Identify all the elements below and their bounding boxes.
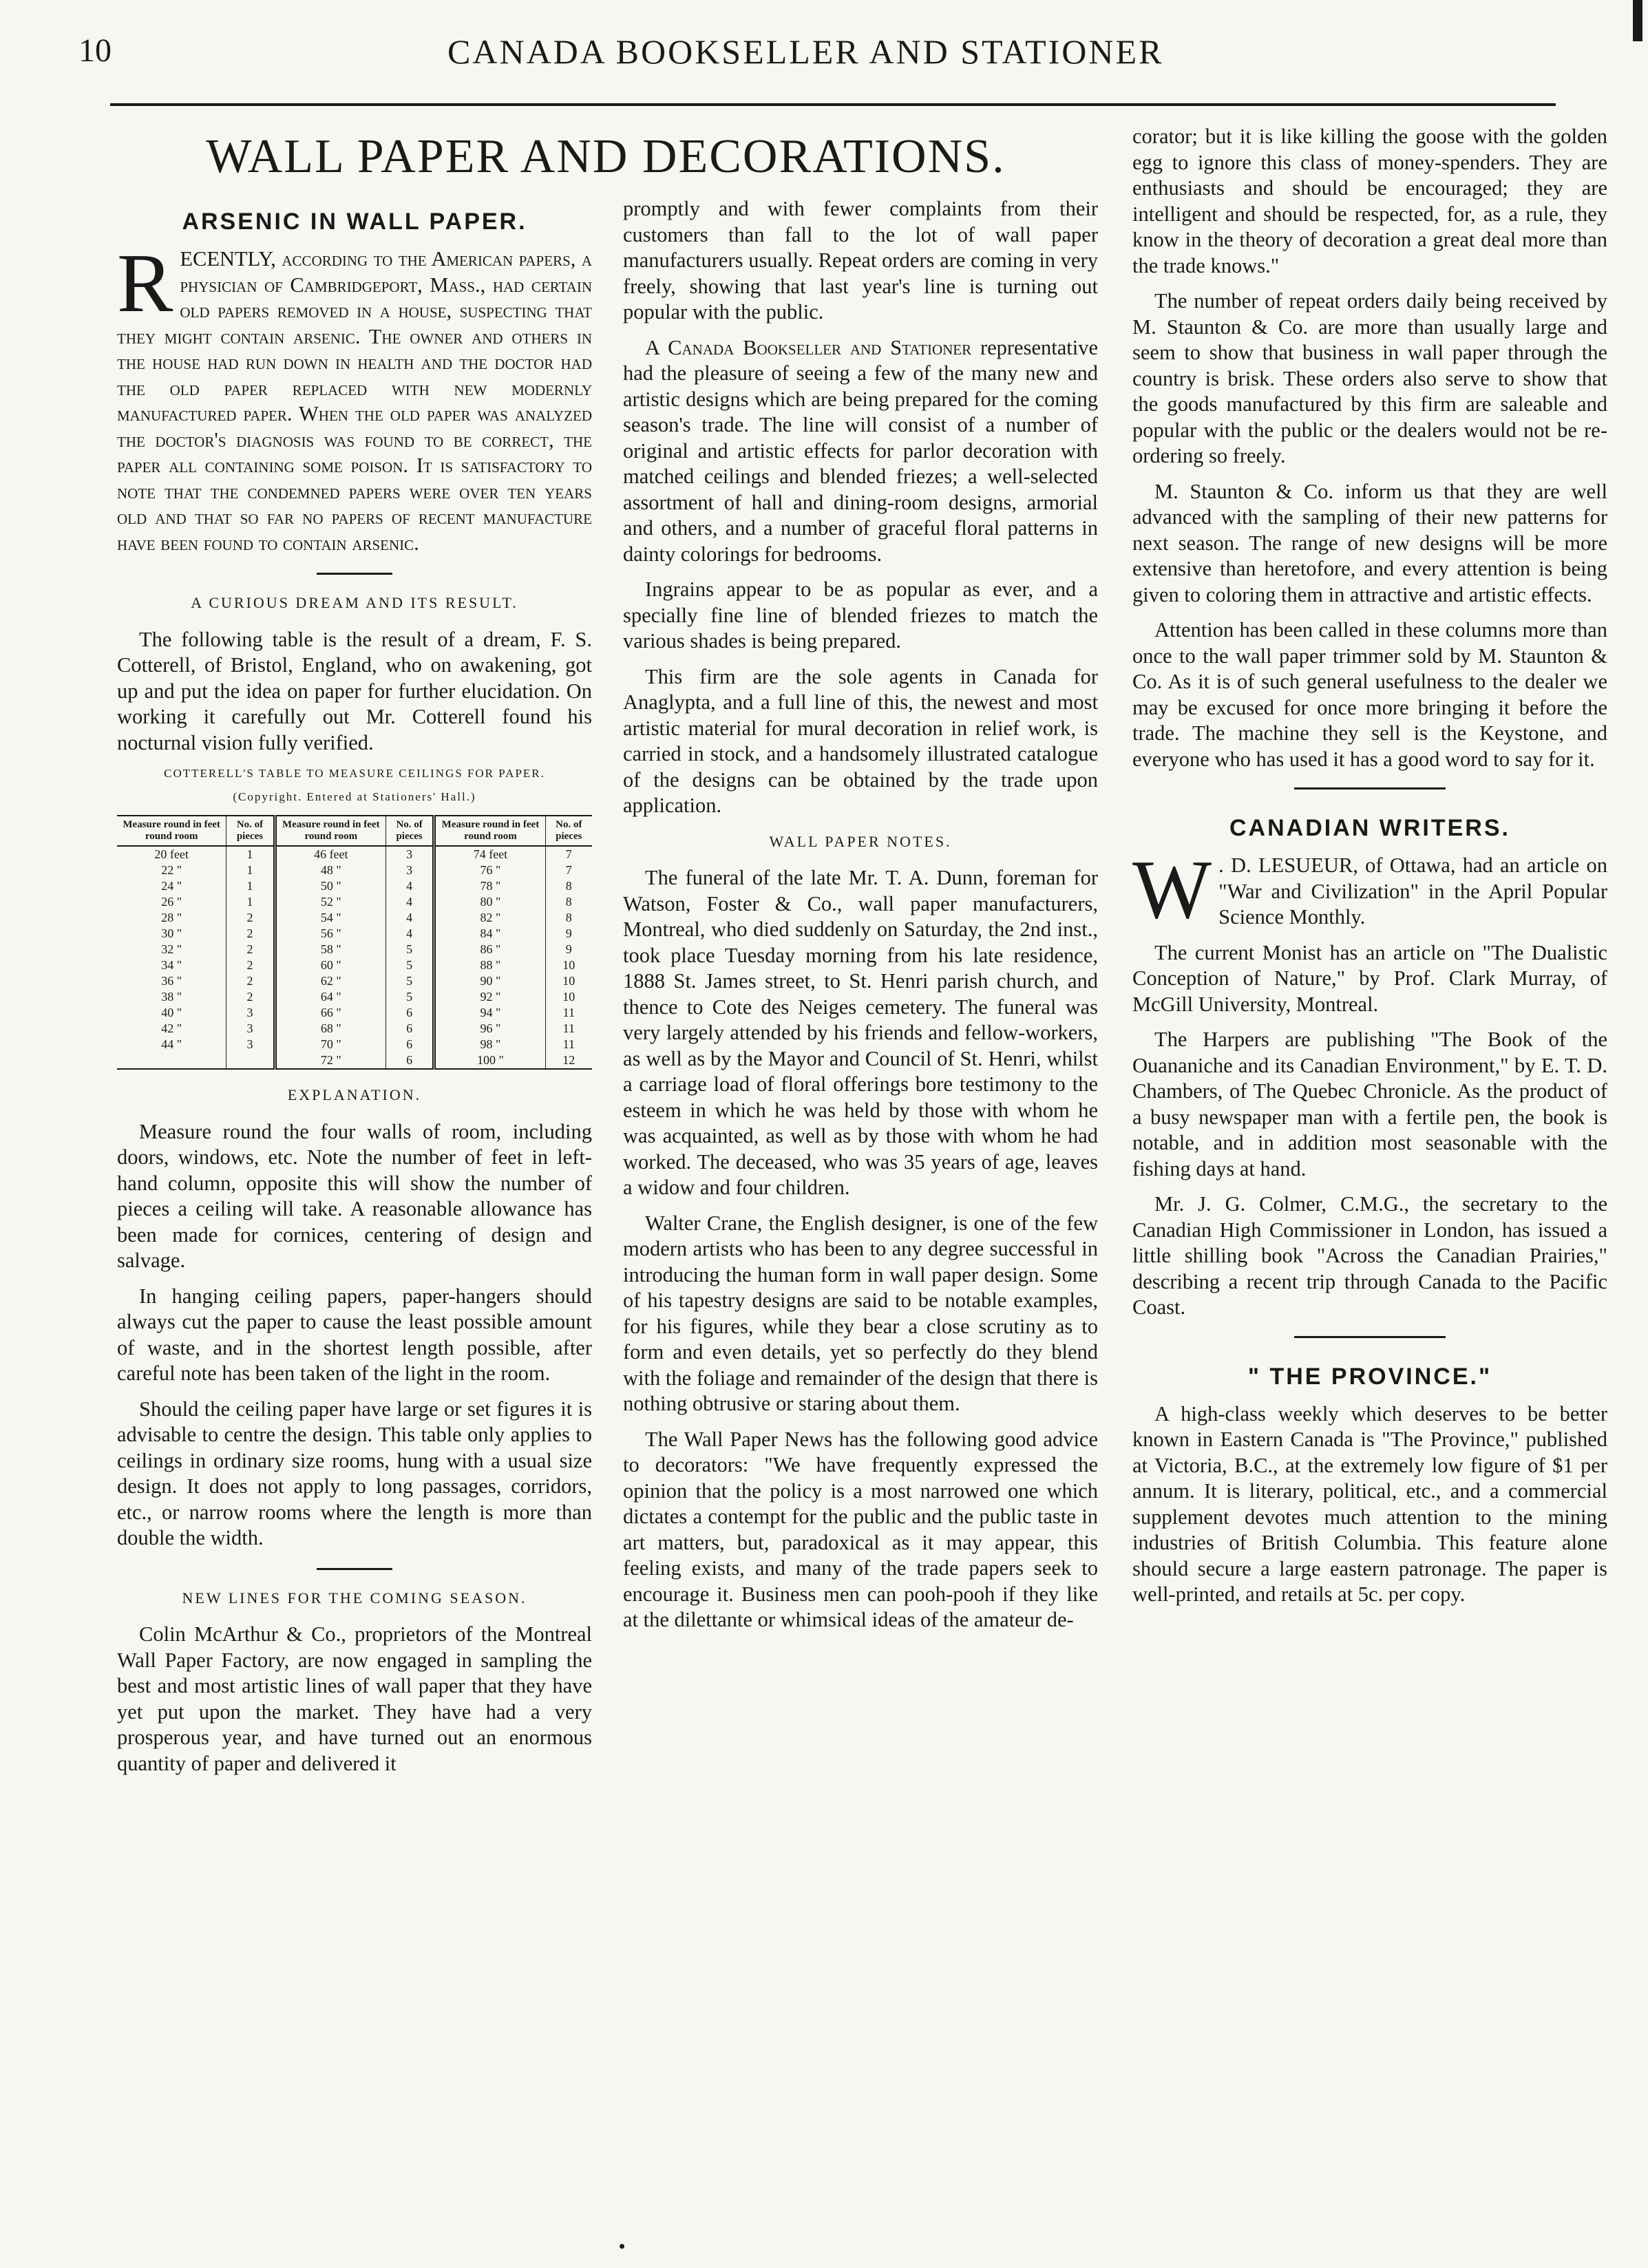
table-cell: 62 "	[275, 973, 385, 989]
new-lines-paragraph: Colin McArthur & Co., proprietors of the Montreal Wall Paper Factory, are now engaged in sampling the best and most artistic lines of wall paper that they have yet put upon the market. They have had a very prosperous year, and have turned out an enormous quantity of paper and delivered it	[117, 1622, 592, 1775]
table-cell: 3	[385, 846, 434, 862]
province-heading: " THE PROVINCE."	[1247, 1363, 1492, 1390]
publication-title: CANADA BOOKSELLER AND STATIONER	[447, 32, 1164, 71]
page-number: 10	[78, 32, 112, 69]
dream-heading: A CURIOUS DREAM AND ITS RESULT.	[191, 594, 518, 611]
table-cell: 42 "	[161, 1021, 182, 1035]
table-cell: 38 "	[161, 990, 182, 1004]
ceiling-measure-table	[117, 815, 592, 1070]
table-cell: 26 "	[161, 895, 182, 909]
table-cell: 72 "	[275, 1052, 385, 1069]
table-cell: 8	[545, 910, 592, 926]
table-cell: 9	[545, 926, 592, 942]
table-cell: 52 "	[275, 894, 385, 910]
table-cell: 8	[545, 894, 592, 910]
table-row	[117, 926, 592, 942]
table-row	[117, 957, 592, 973]
table-cell: 64 "	[275, 989, 385, 1005]
column-1	[117, 206, 592, 1786]
table-cell: 6	[385, 1052, 434, 1069]
table-cell: 88 "	[434, 957, 545, 973]
col2-paragraph-2-text: representative had the pleasure of seeing a few of the many new and artistic designs which are being prepared for the coming season's trade. The line will consist of a number of original and artistic effects for parlor decoration with matched ceilings and blended friezes; a well-selected assortment of hall and dining-room designs, armorial and others, and a number of graceful floral patterns in dainty colorings for bedrooms.	[623, 335, 1099, 566]
table-cell: 76 "	[434, 862, 545, 878]
table-cell: 96 "	[434, 1021, 545, 1037]
table-cell: 40 "	[161, 1006, 182, 1019]
table-row	[117, 942, 592, 957]
table-cell: 1	[226, 862, 275, 878]
table-body	[117, 846, 592, 1069]
table-copyright: (Copyright. Entered at Stationers' Hall.)	[233, 790, 476, 803]
drop-cap-r: R	[117, 237, 173, 330]
explanation-paragraph-3: Should the ceiling paper have large or set figures it is advisable to centre the design. This table only applies to ceilings in ordinary size rooms, hung with a usual size design. It does not apply to long passages, corridors, etc., or narrow rooms where the length is more than double the width.	[117, 1397, 592, 1549]
table-cell: 4	[385, 894, 434, 910]
section-divider	[317, 1568, 392, 1570]
table-cell: 56 "	[275, 926, 385, 942]
table-cell: 92 "	[434, 989, 545, 1005]
col3-paragraph-4: Attention has been called in these columns more than once to the wall paper trimmer sold by M. Staunton & Co. As it is of such general usefulness to the dealer we may be excused for once more bringing it before the trade. The machine they sell is the Keystone, and everyone who has used it has a good word to say for it.	[1132, 618, 1607, 771]
publication-name: A Canada Bookseller and Stationer	[645, 335, 972, 359]
table-header: Measure round in feet round room	[275, 816, 385, 846]
table-cell: 98 "	[434, 1037, 545, 1052]
col2-paragraph-4: This firm are the sole agents in Canada for Anaglypta, and a full line of this, the newest and most artistic material for mural decoration in relief work, is carried in stock, and a handsomely illustrated catalogue of the designs can be obtained by the trade upon application.	[623, 664, 1098, 817]
explanation-heading: EXPLANATION.	[287, 1086, 422, 1103]
table-row	[117, 989, 592, 1005]
table-cell: 54 "	[275, 910, 385, 926]
table-cell: 3	[226, 1021, 275, 1037]
table-cell: 90 "	[434, 973, 545, 989]
col2-paragraph-6: Walter Crane, the English designer, is one of the few modern artists who has been to any degree successful in introducing the human form in wall paper design. Some of his tapestry designs are said to be notable examples, for his figures, while they bear a close scrutiny as to form and even details, yet so perfectly do they blend with the foliage and remainder of the design that there is nothing obtrusive or staring about them.	[623, 1211, 1098, 1415]
table-cell: 2	[226, 989, 275, 1005]
table-cell: 66 "	[275, 1005, 385, 1021]
main-title: WALL PAPER AND DECORATIONS.	[206, 130, 1006, 183]
table-row	[117, 1052, 592, 1069]
table-cell: 34 "	[161, 958, 182, 972]
writers-paragraph-1	[1132, 843, 1607, 936]
table-cell: 10	[545, 957, 592, 973]
table-header: No. of pieces	[385, 816, 434, 846]
dream-paragraph: The following table is the result of a dream, F. S. Cotterell, of Bristol, England, who on awakening, got up and put the idea on paper for further elucidation. On working it carefully out Mr. Cotterell found his nocturnal vision fully verified.	[117, 627, 592, 754]
province-paragraph: A high-class weekly which deserves to be better known in Eastern Canada is "The Province," published at Victoria, B.C., at the extremely low figure of $1 per annum. It is literary, political, etc., and a commercial supplement devotes much attention to the mining industries of British Columbia. This feature alone should secure a large eastern patronage. The paper is well-printed, and retails at 5c. per copy.	[1132, 1401, 1607, 1606]
col2-paragraph-5: The funeral of the late Mr. T. A. Dunn, foreman for Watson, Foster & Co., wall paper manufacturers, Montreal, who died suddenly on Saturday, the 2nd inst., took place Tuesday morning from his late residence, 1888 St. James street, to St. Henri parish church, and thence to Cote des Neiges cemetery. The funeral was very largely attended by his friends and fellow-workers, as well as by the Mayor and Council of St. Henri, whilst a carriage load of floral offerings bore testimony to the esteem in which he was held by those with whom he was acquainted, as well as by those with whom he had worked. The deceased, who was 35 years of age, leaves a widow and four children.	[623, 866, 1098, 1199]
table-cell: 6	[385, 1005, 434, 1021]
drop-cap-w: W	[1132, 843, 1212, 936]
table-cell: 1	[226, 846, 275, 862]
writers-paragraph-2: The current Monist has an article on "The Dualistic Conception of Nature," by Prof. Clark Murray, of McGill University, Montreal.	[1132, 940, 1607, 1016]
table-cell: 11	[545, 1005, 592, 1021]
table-cell: 5	[385, 942, 434, 957]
table-cell: 8	[545, 878, 592, 894]
table-cell: 46 feet	[275, 846, 385, 862]
writers-heading: CANADIAN WRITERS.	[1229, 815, 1510, 841]
table-cell: 3	[385, 862, 434, 878]
table-caption: COTTERELL'S TABLE TO MEASURE CEILINGS FOR PAPER.	[164, 767, 545, 780]
table-cell: 68 "	[275, 1021, 385, 1037]
table-cell: 6	[385, 1037, 434, 1052]
table-header: Measure round in feet round room	[434, 816, 545, 846]
column-3	[1132, 124, 1607, 1618]
table-cell: 36 "	[161, 974, 182, 988]
table-cell: 4	[385, 878, 434, 894]
table-cell: 94 "	[434, 1005, 545, 1021]
table-cell: 74 feet	[434, 846, 545, 862]
table-cell: 24 "	[161, 879, 182, 893]
table-cell: 6	[385, 1021, 434, 1037]
table-cell: 2	[226, 973, 275, 989]
table-row	[117, 878, 592, 894]
table-cell	[226, 1052, 275, 1069]
table-cell: 78 "	[434, 878, 545, 894]
table-row	[117, 846, 592, 862]
table-row	[117, 910, 592, 926]
table-cell: 1	[226, 878, 275, 894]
arsenic-heading: ARSENIC IN WALL PAPER.	[182, 209, 527, 235]
col3-paragraph-3: M. Staunton & Co. inform us that they are well advanced with the sampling of their new patterns for next season. The range of new designs will be more extensive than heretofore, and every attention is being given to coloring them in attractive and artistic effects.	[1132, 479, 1607, 606]
table-cell: 1	[226, 894, 275, 910]
table-cell: 30 "	[161, 926, 182, 940]
section-divider	[1294, 787, 1446, 789]
table-cell: 100 "	[434, 1052, 545, 1069]
table-row	[117, 1037, 592, 1052]
table-cell: 7	[545, 862, 592, 878]
header-rule	[110, 103, 1556, 106]
table-cell: 60 "	[275, 957, 385, 973]
writers-text-1: . D. LESUEUR, of Ottawa, had an article on "War and Civilization" in the April Popular Science Monthly.	[1218, 854, 1607, 929]
table-cell: 5	[385, 957, 434, 973]
table-row	[117, 1021, 592, 1037]
table-cell: 84 "	[434, 926, 545, 942]
arsenic-paragraph	[117, 237, 592, 556]
table-row	[117, 973, 592, 989]
table-cell: 3	[226, 1005, 275, 1021]
section-divider	[317, 573, 392, 575]
table-cell: 2	[226, 926, 275, 942]
table-cell: 11	[545, 1021, 592, 1037]
table-cell: 70 "	[275, 1037, 385, 1052]
table-header: Measure round in feet round room	[117, 816, 226, 846]
table-cell: 50 "	[275, 878, 385, 894]
table-cell: 11	[545, 1037, 592, 1052]
table-cell: 28 "	[161, 911, 182, 924]
explanation-paragraph-1: Measure round the four walls of room, including doors, windows, etc. Note the number of feet in left-hand column, opposite this will show the number of pieces a ceiling will take. A reasonable allowance has been made for cornices, centering of design and salvage.	[117, 1119, 592, 1272]
table-row	[117, 1005, 592, 1021]
table-cell: 10	[545, 973, 592, 989]
section-divider	[1294, 1336, 1446, 1338]
table-cell: 82 "	[434, 910, 545, 926]
table-cell: 58 "	[275, 942, 385, 957]
col2-paragraph-1: promptly and with fewer complaints from their customers than fall to the lot of wall paper manufacturers usually. Repeat orders are coming in very freely, showing that last year's line is turning out popular with the public.	[623, 197, 1098, 324]
table-row	[117, 862, 592, 878]
new-lines-heading: NEW LINES FOR THE COMING SEASON.	[182, 1589, 527, 1607]
scan-edge-mark	[1633, 0, 1642, 41]
table-cell: 7	[545, 846, 592, 862]
col3-paragraph-2: The number of repeat orders daily being received by M. Staunton & Co. are more than usually large and seem to show that business in wall paper through the country is brisk. These orders also serve to show that the goods manufactured by this firm are saleable and popular with the public or the dealers would not be re-ordering so freely.	[1132, 289, 1607, 467]
table-cell: 3	[226, 1037, 275, 1052]
table-cell: 4	[385, 910, 434, 926]
table-cell: 5	[385, 989, 434, 1005]
table-cell: 20 feet	[154, 847, 189, 861]
table-cell: 32 "	[161, 942, 182, 956]
table-header: No. of pieces	[545, 816, 592, 846]
table-cell: 22 "	[161, 863, 182, 877]
table-cell: 5	[385, 973, 434, 989]
column-2	[623, 196, 1098, 1643]
printer-mark	[620, 2244, 624, 2249]
explanation-paragraph-2: In hanging ceiling papers, paper-hangers should always cut the paper to cause the least possible amount of waste, and in the shortest length possible, after careful note has been taken of the light in the room.	[117, 1284, 592, 1385]
table-cell: 12	[545, 1052, 592, 1069]
table-cell: 86 "	[434, 942, 545, 957]
writers-paragraph-3: The Harpers are publishing "The Book of the Ouananiche and its Canadian Environment," by E. T. D. Chambers, of The Quebec Chronicle. As the product of a busy newspaper man with a fertile pen, the book is notable, and in addition most seasonable with the fishing days at hand.	[1132, 1028, 1607, 1180]
table-header: No. of pieces	[226, 816, 275, 846]
col2-paragraph-7: The Wall Paper News has the following good advice to decorators: "We have frequently expressed the opinion that the policy is a most narrowed one which dictates a contempt for the public and the public taste in art matters, but, paradoxical as it may appear, this feeling exists, and many of the trade papers seek to encourage it. Business men can pooh-pooh if they like at the dilettante or whimsical ideas of the amateur de-	[623, 1427, 1098, 1631]
table-cell: 2	[226, 942, 275, 957]
table-row	[117, 894, 592, 910]
col3-paragraph-1: corator; but it is like killing the goose with the golden egg to ignore this class of money-spenders. They are enthusiasts and should be encouraged; they are intelligent and should be respected, for, as a rule, they know in the theory of decoration a great deal more than the trade knows."	[1132, 125, 1607, 277]
col2-paragraph-3: Ingrains appear to be as popular as ever, and a specially fine line of blended friezes to match the various shades is being prepared.	[623, 577, 1098, 653]
table-cell: 4	[385, 926, 434, 942]
table-cell: 10	[545, 989, 592, 1005]
notes-heading: WALL PAPER NOTES.	[769, 832, 952, 850]
table-cell: 48 "	[275, 862, 385, 878]
writers-paragraph-4: Mr. J. G. Colmer, C.M.G., the secretary to the Canadian High Commissioner in London, has issued a little shilling book "Across the Canadian Prairies," describing a recent trip through Canada to the Pacific Coast.	[1132, 1192, 1607, 1319]
table-cell	[117, 1052, 226, 1069]
arsenic-text: ECENTLY, according to the American papers, a physician of Cambridgeport, Mass., had certain old papers removed in a house, suspecting that they might contain arsenic. The owner and others in the house had run down in health and the doctor had the old paper replaced with new modernly manufactured paper. When the old paper was analyzed the doctor's diagnosis was found to be correct, the paper all containing some poison. It is satisfactory to note that the condemned papers were over ten years old and that so far no papers of recent manufacture have been found to contain arsenic.	[117, 247, 592, 555]
table-cell: 9	[545, 942, 592, 957]
table-cell: 2	[226, 957, 275, 973]
table-cell: 44 "	[161, 1037, 182, 1051]
col2-paragraph-2	[623, 335, 1098, 568]
table-cell: 2	[226, 910, 275, 926]
table-cell: 80 "	[434, 894, 545, 910]
